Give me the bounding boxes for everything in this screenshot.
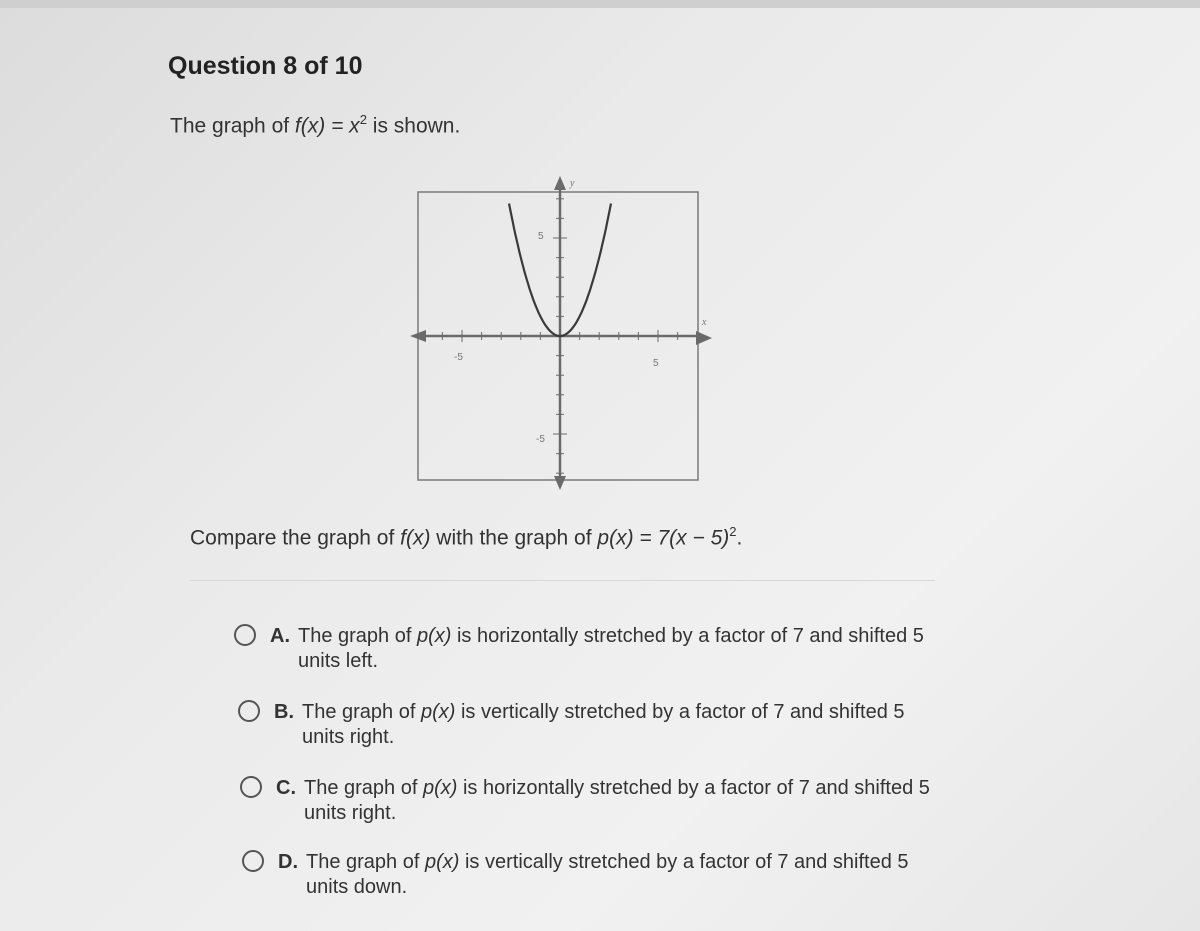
option-text-post: is horizontally stretched by a factor of 7 and shifted 5 units left. xyxy=(298,625,924,672)
option-c[interactable] xyxy=(240,776,944,826)
compare-f: f(x) xyxy=(400,526,431,550)
radio-button-b[interactable] xyxy=(238,700,260,722)
option-text xyxy=(302,700,942,750)
prompt-prefix: The graph of xyxy=(170,114,295,138)
option-text xyxy=(298,624,938,674)
option-letter: D. xyxy=(278,851,298,873)
option-func: p(x) xyxy=(420,701,456,723)
prompt-exponent: 2 xyxy=(359,112,367,127)
option-func: p(x) xyxy=(424,851,460,873)
compare-prompt xyxy=(190,524,742,550)
prompt-suffix: is shown. xyxy=(366,114,461,138)
option-letter: B. xyxy=(274,701,294,723)
option-func: p(x) xyxy=(422,777,458,799)
graph-svg xyxy=(408,172,728,492)
option-text-pre: The graph of xyxy=(298,625,417,647)
option-letter: A. xyxy=(270,625,290,647)
option-text-post: is horizontally stretched by a factor of 7 and shifted 5 units right. xyxy=(304,777,930,824)
y-axis-arrow-down xyxy=(554,476,566,490)
compare-exponent: 2 xyxy=(729,524,737,539)
y-tick-label-pos: 5 xyxy=(538,231,544,242)
option-b[interactable] xyxy=(238,700,942,750)
question-header: Question 8 of 10 xyxy=(168,52,363,80)
radio-button-c[interactable] xyxy=(240,776,262,798)
option-func: p(x) xyxy=(416,625,452,647)
parabola-graph xyxy=(408,172,728,492)
option-d[interactable] xyxy=(242,850,946,900)
x-axis-label: x xyxy=(702,317,707,328)
option-letter: C. xyxy=(276,777,296,799)
y-tick-label-neg: -5 xyxy=(536,434,545,445)
question-prompt xyxy=(170,112,460,138)
top-divider xyxy=(0,0,1200,8)
option-a[interactable] xyxy=(234,624,938,674)
option-text-pre: The graph of xyxy=(304,777,423,799)
option-text xyxy=(304,776,944,826)
option-text xyxy=(306,850,946,900)
x-tick-label-pos: 5 xyxy=(653,358,659,369)
compare-end: . xyxy=(736,526,743,550)
option-text-pre: The graph of xyxy=(306,851,425,873)
option-text-post: is vertically stretched by a factor of 7 and shifted 5 units down. xyxy=(306,851,909,898)
compare-p: p(x) = 7(x − 5) xyxy=(597,526,730,550)
compare-prefix: Compare the graph of xyxy=(190,526,401,550)
prompt-function: f(x) = x xyxy=(294,114,360,138)
x-tick-label-neg: -5 xyxy=(454,352,463,363)
compare-mid: with the graph of xyxy=(430,526,598,550)
option-text-post: is vertically stretched by a factor of 7 and shifted 5 units right. xyxy=(302,701,905,748)
radio-button-a[interactable] xyxy=(234,624,256,646)
x-axis-arrow-right xyxy=(696,331,712,345)
y-axis-label: y xyxy=(570,178,575,189)
radio-button-d[interactable] xyxy=(242,850,264,872)
section-divider xyxy=(190,580,935,581)
option-text-pre: The graph of xyxy=(302,701,421,723)
y-axis-arrow-up xyxy=(554,176,566,190)
